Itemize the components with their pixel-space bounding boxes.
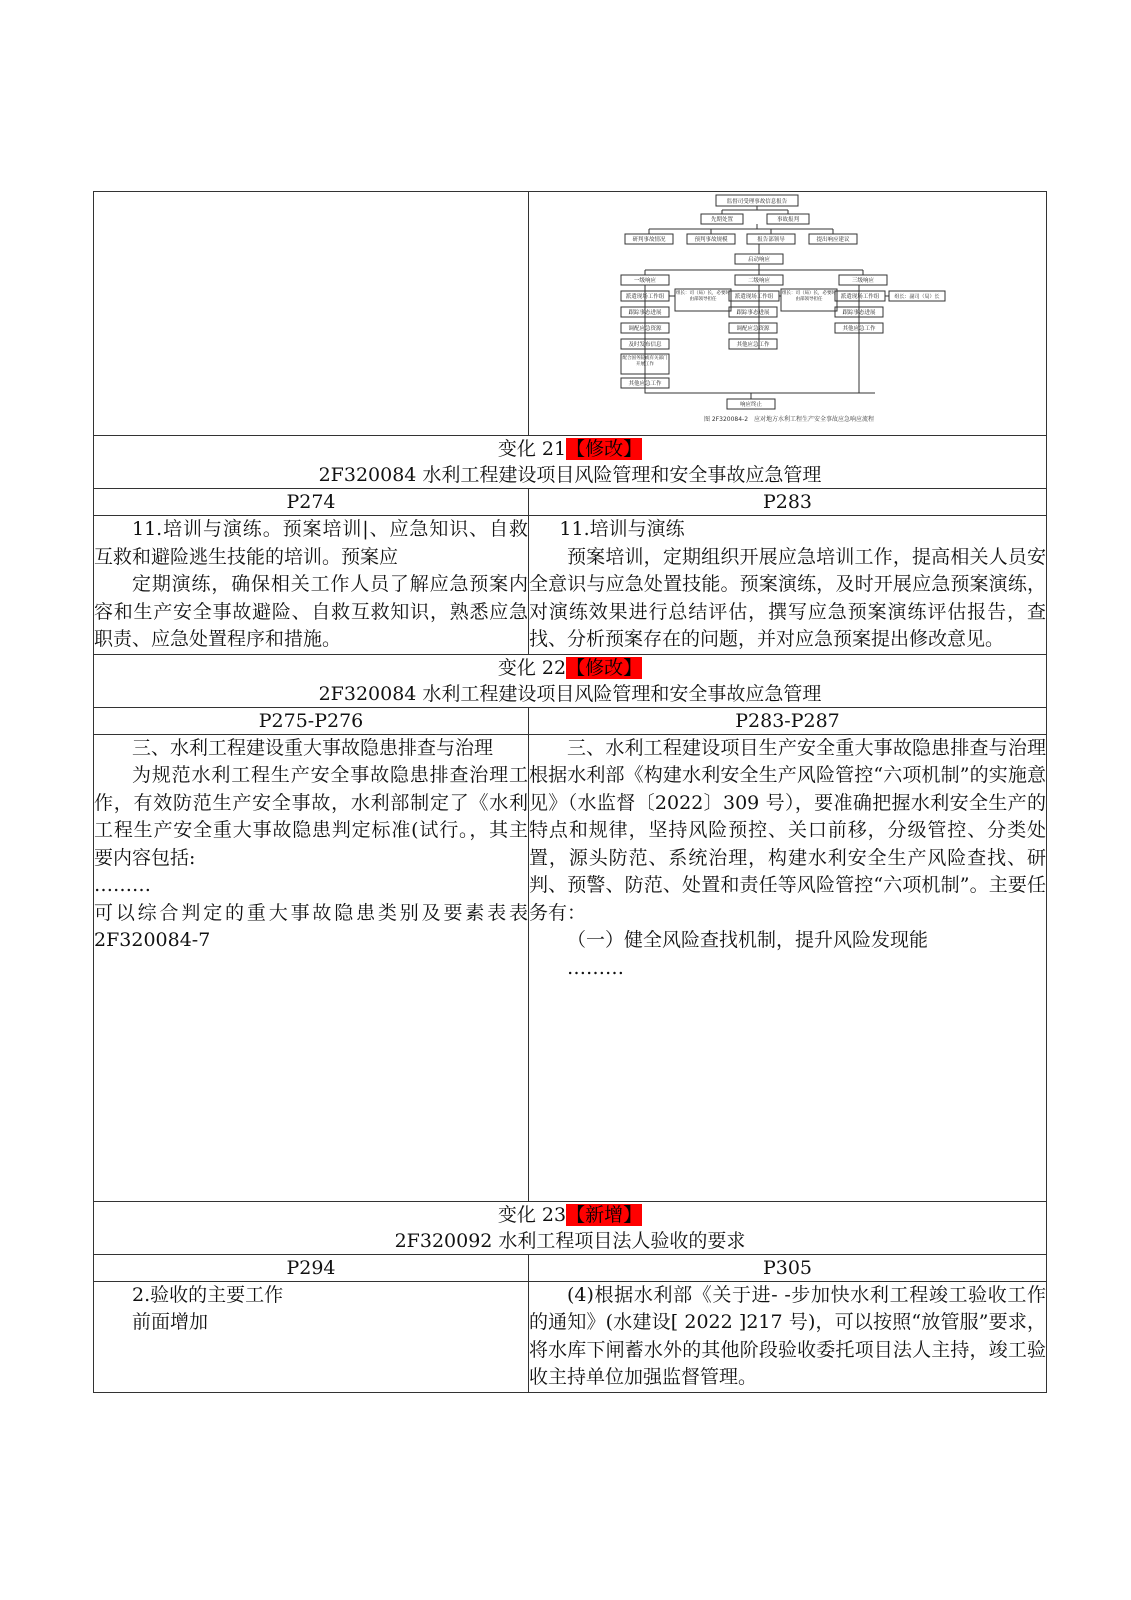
flow-node-report: 事故报判	[776, 217, 800, 223]
change-22-body-row	[94, 734, 1047, 1201]
change-tag: 【新增】	[566, 1203, 643, 1226]
flowchart-caption: 图 2F320084-2 应对地方水利工程生产安全事故应急响应流程	[703, 416, 875, 423]
old-text-cell	[94, 734, 529, 1201]
old-page: P294	[94, 1254, 529, 1281]
change-tag: 【修改】	[566, 438, 643, 460]
page-content	[93, 191, 1046, 1393]
flow-node-top: 监督司受理事故信息报告	[726, 199, 788, 205]
flow-node-l3-other: 其他应急工作	[842, 326, 876, 332]
change-23-header-row	[94, 1201, 1047, 1254]
flow-node-judge: 研判事故情况	[632, 237, 666, 243]
change-title: 变化 21	[497, 438, 567, 460]
new-paragraph: ………	[567, 956, 624, 979]
change-title: 变化 22	[497, 656, 567, 679]
old-paragraph: 三、水利工程建设重大事故隐患排查与治理	[132, 736, 494, 759]
new-paragraph: 三、水利工程建设项目生产安全重大事故隐患排查与治理根据水利部《构建水利安全生产风险管控“六项机制”的实施意见》（水监督〔2022〕309 号），要准确把握水利安全生产的特点和规律，坚持风险预控、关口前移，分级管控、分类处置，源头防范、系统治理，构建水利安全生产风险查找、研判、预警、防范、处置和责任等风险管控“六项机制”。主要任务有：	[529, 736, 1046, 924]
empty-left-cell	[94, 192, 529, 436]
change-header	[94, 436, 1047, 489]
flow-node-suggest: 提出响应建议	[816, 237, 850, 243]
flow-node-l1-other: 其他应急工作	[628, 381, 662, 387]
flow-node-l3-team: 派遣现场工作组	[840, 294, 880, 300]
old-page: P274	[94, 489, 529, 516]
new-paragraph: （一）健全风险查找机制，提升风险发现能	[567, 929, 929, 951]
new-paragraph: 预案培训，定期组织开展应急培训工作，提高相关人员安全意识与应急处置技能。预案演练，及时开展应急预案演练，对演练效果进行总结评估，撰写应急预案演练评估报告，查找、分析预案存在的问题，并对应急预案提出修改意见。	[529, 545, 1046, 650]
change-tag: 【修改】	[566, 656, 643, 679]
new-text-cell	[529, 516, 1047, 655]
change-21-pages-row	[94, 489, 1047, 516]
change-23-pages-row	[94, 1254, 1047, 1281]
change-22-header-row	[94, 654, 1047, 707]
flow-node-leader: 报告部领导	[757, 237, 785, 243]
flow-node-l2-other: 其他应急工作	[736, 342, 770, 348]
flowchart-row	[94, 192, 1047, 436]
flow-node-lvl2: 二级响应	[747, 278, 771, 284]
flow-node-predict: 预判事故规模	[694, 237, 728, 243]
old-paragraph: 11.培训与演练。预案培训|、应急知识、自救互救和避险逃生技能的培训。预案应	[94, 518, 528, 568]
change-section: 2F320084 水利工程建设项目风险管理和安全事故应急管理	[318, 464, 822, 486]
change-section: 2F320092 水利工程项目法人验收的要求	[394, 1229, 746, 1252]
change-21-header-row	[94, 436, 1047, 489]
change-header	[94, 1201, 1047, 1254]
new-text-cell	[529, 1281, 1047, 1392]
flow-node-l1-info: 及时发布信息	[628, 342, 662, 348]
new-page: P283-P287	[529, 707, 1047, 734]
flow-node-start: 启动响应	[747, 257, 771, 263]
change-21-body-row	[94, 516, 1047, 655]
flow-node-l1-track: 跟踪事态进展	[628, 310, 662, 316]
old-paragraph: 可以综合判定的重大事故隐患类别及要素表表2F320084-7	[94, 901, 528, 951]
change-22-pages-row	[94, 707, 1047, 734]
old-paragraph: 定期演练，确保相关工作人员了解应急预案内容和生产安全事故避险、自救互救知识，熟悉应急职责、应急处置程序和措施。	[94, 573, 528, 650]
new-page: P305	[529, 1254, 1047, 1281]
flow-node-l3-track: 跟踪事态进展	[842, 310, 876, 316]
change-title: 变化 23	[497, 1203, 567, 1226]
old-paragraph: 2.验收的主要工作	[132, 1283, 284, 1306]
flow-node-l3-note: 组长：副司（局）长	[894, 294, 940, 300]
old-text-cell	[94, 516, 529, 655]
new-paragraph: 11.培训与演练	[559, 518, 685, 540]
new-page: P283	[529, 489, 1047, 516]
change-header	[94, 654, 1047, 707]
emergency-response-flowchart	[529, 192, 1046, 435]
flow-node-l1-team: 派遣现场工作组	[625, 294, 665, 300]
new-text-cell	[529, 734, 1047, 1201]
flow-node-first-aid: 先期处置	[710, 217, 734, 223]
flow-node-l2-note: 组长：司（局）长，必要时由部领导担任	[782, 291, 836, 302]
new-paragraph: (4)根据水利部《关于进- -步加快水利工程竣工验收工作的通知》(水建设[ 2022 ]217 号)，可以按照“放管服”要求，将水库下闸蓄水外的其他阶段验收委托项目法人主持，竣工验收主持单位加强监督管理。	[529, 1283, 1046, 1388]
old-page: P275-P276	[94, 707, 529, 734]
old-paragraph: 为规范水利工程生产安全事故隐患排查治理工作，有效防范生产安全事故，水利部制定了《水利工程生产安全重大事故隐患判定标准(试行。，其主要内容包括:	[94, 764, 528, 869]
old-paragraph: 前面增加	[132, 1311, 209, 1333]
flowchart-cell	[529, 192, 1047, 436]
flow-node-l1-coord: 配合国务院或有关部门开展工作	[622, 356, 668, 367]
change-section: 2F320084 水利工程建设项目风险管理和安全事故应急管理	[318, 682, 822, 705]
change-23-body-row	[94, 1281, 1047, 1392]
flow-node-l2-team: 派遣现场工作组	[734, 294, 774, 300]
flow-node-l1-note: 组长：司（局）长，必要时由部领导担任	[676, 291, 730, 302]
flow-node-l2-track: 跟踪事态进展	[736, 310, 770, 316]
comparison-table	[93, 191, 1047, 1393]
flow-node-end: 响应终止	[739, 402, 763, 408]
flow-node-l1-res: 调配应急资源	[628, 326, 662, 332]
old-paragraph: ………	[94, 874, 151, 896]
flow-node-l2-res: 调配应急资源	[736, 326, 770, 332]
flow-node-lvl1: 一级响应	[633, 278, 657, 284]
flow-node-lvl3: 三级响应	[851, 278, 875, 284]
old-text-cell	[94, 1281, 529, 1392]
